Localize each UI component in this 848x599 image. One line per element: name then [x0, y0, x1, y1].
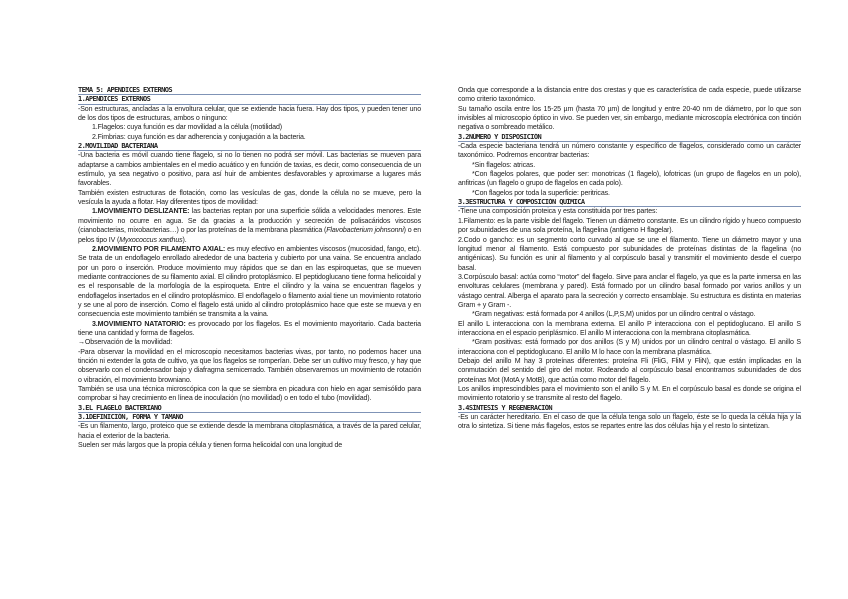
- label-natatorio: 3.MOVIMIENTO NATATORIO:: [92, 320, 186, 328]
- paragraph-estructura: -Tiene una composición proteica y esta constituida por tres partes:: [458, 208, 658, 216]
- paragraph-codo: 2.Codo o gancho: es un segmento corto curvado al que se une el filamento. Tiene un diámetro mayor y una longitud menor al filamento. Está compuesto por subunidades de proteínas distintas de la flagelina (no antigénicas). Su función es unir al filamento y al corpúsculo basal y transmitir el movimiento desde el cuerpo basal.: [458, 236, 801, 272]
- paragraph-intro: -Son estructuras, ancladas a la envoltura celular, que se extiende hacia fuera. Hay dos tipos, y pueden tener uno de los dos tipos de estructuras, ambos o ninguno:: [78, 105, 421, 123]
- left-column: [78, 86, 421, 450]
- paragraph-movil: -Una bacteria es móvil cuando tiene flagelo, si no lo tienen no podrá ser móvil. Las bacterias se mueven para adaptarse a cambios ambientales en el medio acuático y en función de taxias, es decir, como consecuencia de un estímulo, ya sea negativo o positivo, para así huir de ambientes desfavorables y aproximarse a lugares más favorables.: [78, 152, 421, 188]
- section-heading-definicion: 3.1DEFINICIÓN, FORMA Y TAMAÑO: [78, 413, 421, 422]
- paragraph-axial: 2.MOVIMIENTO POR FILAMENTO AXIAL: es muy efectivo en ambientes viscosos (mucosidad, fango, etc). Se trata de un endoflagelo enrollado alrededor de una bacteria y cubierto por una vaina. Se encuentra anclado por un poro o inserción. Produce movimiento muy rápidos que se dan en las espiroquetas, que se mueven mediante contracciones de su filamento axial. El cilindro protoplásmico. El peptidoglucano tiene forma helicoidal y es el responsable de la morfología de la espiroqueta. Entre el cilindro y la vaina se encuentran flagelos y endoflagelos insertados en el cilindro protoplásmico. El endoflagelo o filamento axial tiene un movimiento rotatorio y se une al poro de inserción. Como el flagelo está unido al cilindro protoplásmico hace que este se mueva y en consecuencia este movimiento también se transmita a la vaina.: [78, 245, 422, 319]
- section-heading-flagelo: 3.EL FLAGELO BACTERIANO: [78, 404, 421, 413]
- paragraph-longitud: Suelen ser más largos que la propia célula y tienen forma helicoidal con una longitud de: [78, 442, 343, 450]
- list-item-peritricas: *Con flagelos por toda la superficie: peritricas.: [472, 189, 610, 197]
- paragraph-observacion: →Observación de la movilidad:: [78, 339, 173, 347]
- paragraph-debajo: Debajo del anillo M hay 3 proteínas diferentes: proteína Fli (FliG, FliM y FliN), que están implicadas en la conmutación del sentido del giro del motor. Rodeando al corpúsculo basal encontramos subunidades de dos proteínas Mot (MotA y MotB), que actúa como motor del flagelo.: [458, 357, 801, 384]
- paragraph-tamano: Su tamaño oscila entre los 15-25 µm (hasta 70 µm) de longitud y entre 20-40 nm de diámetro, por lo que son invisibles al microscopio óptico in vivo. Se pueden ver, sin embargo, mediante microscopía electrónica con tinción negativa o sombreado metálico.: [458, 105, 801, 132]
- right-column: [458, 86, 801, 432]
- section-heading-movilidad: 2.MOVILIDAD BACTERIANA: [78, 142, 421, 151]
- species-flavobacterium: Flavobacterium johnsonni: [326, 227, 404, 235]
- section-heading-numero: 3.2NÚMERO Y DISPOSICIÓN: [458, 133, 801, 142]
- paragraph-numero: -Cada especie bacteriana tendrá un número constante y específico de flagelos, considerado como un carácter taxonómico. Podremos encontrar bacterias:: [458, 143, 801, 160]
- list-item-gram-positivas: *Gram positivas: está formado por dos anillos (S y M) unidos por un cilindro central o vástago. El anillo S interacciona con el peptidoglucano. El anillo M lo hace con la membrana plasmática.: [458, 339, 801, 356]
- list-item-sin-flagelos: *Sin flagelos: atricas.: [472, 161, 536, 169]
- list-item-flagelos: 1.Flagelos: cuya función es dar movilidad a la célula (motilidad): [92, 124, 283, 132]
- list-item-polares: *Con flagelos polares, que poder ser: monotricas (1 flagelo), lofotricas (un grupo de flagelos en un polo), anfitricas (un flagelo o grupo de flagelos en cada polo).: [458, 171, 801, 188]
- paragraph-flotacion: También existen estructuras de flotación, como las vesículas de gas, donde la célula no se mueve, pero la vesícula la ayuda a flotar. Hay diferentes tipos de movilidad:: [78, 189, 421, 207]
- section-heading-estructura: 3.3ESTRUCTURA Y COMPOSICIÓN QUÍMICA: [458, 198, 801, 207]
- label-deslizante: 1.MOVIMIENTO DESLIZANTE:: [92, 208, 190, 216]
- paragraph-observar: -Para observar la movilidad en el microscopio necesitamos bacterias vivas, por tanto, no podemos hacer una tinción ni extender la gota de cultivo, ya que los flagelos se romperían. Debe ser un cultivo muy fresco, y hay que observarlo con el condensador bajo y diafragma semicerrado. También observaremos un movimiento de rotación o vibración, el movimiento browniano.: [78, 348, 421, 384]
- section-heading-apendices: 1.APENDICES EXTERNOS: [78, 95, 421, 104]
- paragraph-natatorio: 3.MOVIMIENTO NATATORIO: es provocado por los flagelos. Es el movimiento mayoritario. Cada bacteria tiene una cantidad y forma de flagelos.: [78, 320, 421, 337]
- paragraph-filamento: 1.Filamento: es la parte visible del flagelo. Tienen un diámetro constante. Es un cilindro rígido y hueco compuesto por subunidades de una sola proteína, la flagelina (antígeno H flagelar).: [458, 217, 801, 235]
- paragraph-deslizante: 1.MOVIMIENTO DESLIZANTE: las bacterias reptan por una superficie sólida a velocidades menores. Este movimiento no ocurre en agua. Se da gracias a la producción y secreción de polisacáridos viscosos (cianobacterias, mixobacterias…) o por las proteínas de la membrana plasmática (Flavobacterium johnsonni) o en pelos tipo IV (Myxococcus xanthus).: [78, 208, 421, 244]
- paragraph-corpusculo: 3.Corpúsculo basal: actúa como “motor” del flagelo. Sirve para anclar el flagelo, ya que es la parte inmersa en las envolturas celulares (membrana y pared). Está formado por un cilindro basal formado por varios anillos y un vástago central. Alberga el aparato para la secreción y correcto ensamblaje. Su estructura es distinta en materias Gram + y Gram -.: [458, 273, 801, 309]
- section-heading-sintesis: 3.4SÍNTESIS Y REGENERACIÓN: [458, 404, 801, 413]
- page-title: TEMA 5: APENDICES EXTERNOS: [78, 86, 421, 95]
- label-axial: 2.MOVIMIENTO POR FILAMENTO AXIAL:: [92, 245, 226, 253]
- paragraph-tecnica: También se usa una técnica microscópica con la que se siembra en picadura con hielo en agar semisólido para comprobar si hay crecimiento en línea de inoculación (no movilidad) o en todo el tubo (movilidad).: [78, 386, 421, 403]
- paragraph-anillos: El anillo L interacciona con la membrana externa. El anillo P interacciona con el peptidoglucano. El anillo S interacciona en el espacio periplásmico. El anillo M interacciona con la membrana citoplasmática.: [458, 320, 801, 337]
- species-myxococcus: Myxococcus xanthus: [119, 236, 183, 244]
- paragraph-imprescindibles: Los anillos imprescindibles para el movimiento son el anillo S y M. En el corpúsculo basal es donde se origina el movimiento rotatorio y se transmite al resto del flagelo.: [458, 386, 801, 403]
- list-item-gram-negativas: *Gram negativas: está formada por 4 anillos (L,P,S,M) unidos por un cilindro central o vástago.: [472, 311, 756, 319]
- paragraph-definicion: -Es un filamento, largo, proteico que se extiende desde la membrana citoplasmática, a través de la pared celular, hacia el exterior de la bacteria.: [78, 423, 421, 440]
- paragraph-sintesis: -Es un carácter hereditario. En el caso de que la célula tenga solo un flagelo, éste se lo queda la célula hija y la otra lo sintetiza. Si tiene más flagelos, estos se repartes entre las dos células hija y el resto lo sintetizan.: [458, 414, 801, 431]
- paragraph-onda: Onda que corresponde a la distancia entre dos crestas y que es característica de cada especie, puede utilizarse como criterio taxonómico.: [458, 87, 801, 104]
- list-item-fimbrias: 2.Fimbrias: cuya función es dar adherencia y conjugación a la bacteria.: [92, 133, 306, 141]
